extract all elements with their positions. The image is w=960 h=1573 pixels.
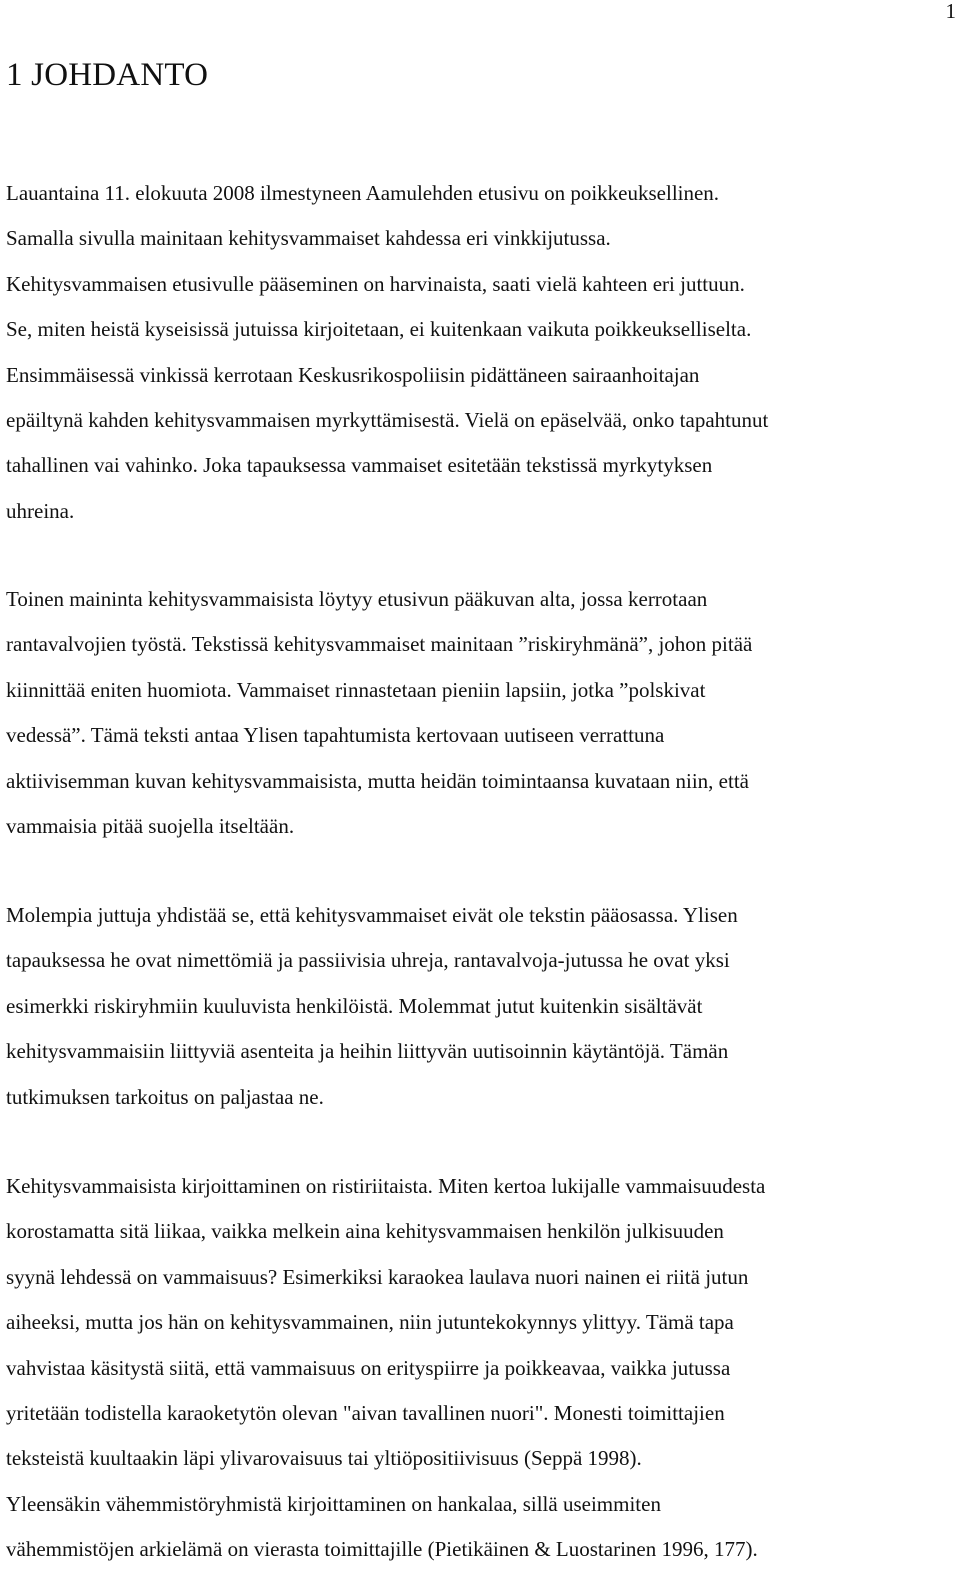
text-line: vedessä”. Tämä teksti antaa Ylisen tapahtumista kertovaan uutiseen verrattuna — [6, 723, 665, 748]
text-line: aiheeksi, mutta jos hän on kehitysvammainen, niin jutuntekokynnys ylittyy. Tämä tapa — [6, 1310, 734, 1335]
text-line: kehitysvammaisiin liittyviä asenteita ja heihin liittyvän uutisoinnin käytäntöjä. Tämän — [6, 1039, 729, 1064]
text-line: Toinen maininta kehitysvammaisista löytyy etusivun pääkuvan alta, jossa kerrotaan — [6, 587, 708, 611]
text-line: Lauantaina 11. elokuuta 2008 ilmestyneen Aamulehden etusivu on poikkeuksellinen. — [6, 181, 720, 205]
text-line: vähemmistöjen arkielämä on vierasta toimittajille (Pietikäinen & Luostarinen 1996, 177). — [6, 1537, 758, 1562]
text-line: Molempia juttuja yhdistää se, että kehitysvammaiset eivät ole tekstin pääosassa. Ylisen — [6, 903, 738, 927]
paragraph-4 — [6, 1164, 956, 1573]
text-line: tapauksessa he ovat nimettömiä ja passiivisia uhreja, rantavalvoja-jutussa he ovat yksi — [6, 948, 730, 973]
text-line: uhreina. — [6, 498, 75, 523]
paragraph-1 — [6, 171, 956, 534]
paragraph-3 — [6, 893, 956, 1120]
text-line: Samalla sivulla mainitaan kehitysvammaiset kahdessa eri vinkkijutussa. — [6, 226, 611, 251]
text-line: esimerkki riskiryhmiin kuuluvista henkilöistä. Molemmat jutut kuitenkin sisältävät — [6, 993, 703, 1018]
text-line: tahallinen vai vahinko. Joka tapauksessa vammaiset esitetään tekstissä myrkytyksen — [6, 453, 713, 478]
text-line: Ensimmäisessä vinkissä kerrotaan Keskusrikospoliisin pidättäneen sairaanhoitajan — [6, 362, 700, 387]
text-line: aktiivisemman kuvan kehitysvammaisista, mutta heidän toimintaansa kuvataan niin, että — [6, 768, 749, 793]
page-number: 1 — [945, 0, 956, 23]
text-line: vammaisia pitää suojella itseltään. — [6, 814, 295, 839]
text-line: Yleensäkin vähemmistöryhmistä kirjoittaminen on hankalaa, sillä useimmiten — [6, 1491, 661, 1516]
text-line: tutkimuksen tarkoitus on paljastaa ne. — [6, 1084, 324, 1109]
text-line: vahvistaa käsitystä siitä, että vammaisuus on erityspiirre ja poikkeavaa, vaikka jutussa — [6, 1355, 731, 1380]
text-line: teksteistä kuultaakin läpi ylivarovaisuus tai yltiöpositiivisuus (Seppä 1998). — [6, 1446, 642, 1471]
text-line: rantavalvojien työstä. Tekstissä kehitysvammaiset mainitaan ”riskiryhmänä”, johon pitää — [6, 632, 753, 657]
paragraph-2 — [6, 577, 956, 849]
text-line: kiinnittää eniten huomiota. Vammaiset rinnastetaan pieniin lapsiin, jotka ”polskivat — [6, 677, 706, 702]
text-line: Kehitysvammaisista kirjoittaminen on ristiriitaista. Miten kertoa lukijalle vammaisuudesta — [6, 1174, 766, 1198]
text-line: epäiltynä kahden kehitysvammaisen myrkyttämisestä. Vielä on epäselvää, onko tapahtunut — [6, 408, 769, 433]
text-line: korostamatta sitä liikaa, vaikka melkein aina kehitysvammaisen henkilön julkisuuden — [6, 1219, 724, 1244]
text-line: yritetään todistella karaoketytön olevan "aivan tavallinen nuori". Monesti toimittajien — [6, 1401, 725, 1426]
text-line: syynä lehdessä on vammaisuus? Esimerkiksi karaokea laulava nuori nainen ei riitä jutun — [6, 1264, 749, 1289]
chapter-title: 1 JOHDANTO — [6, 57, 209, 93]
text-line: Se, miten heistä kyseisissä jutuissa kirjoitetaan, ei kuitenkaan vaikuta poikkeukselliselta. — [6, 317, 752, 342]
text-line: Kehitysvammaisen etusivulle pääseminen on harvinaista, saati vielä kahteen eri juttuun. — [6, 271, 745, 296]
